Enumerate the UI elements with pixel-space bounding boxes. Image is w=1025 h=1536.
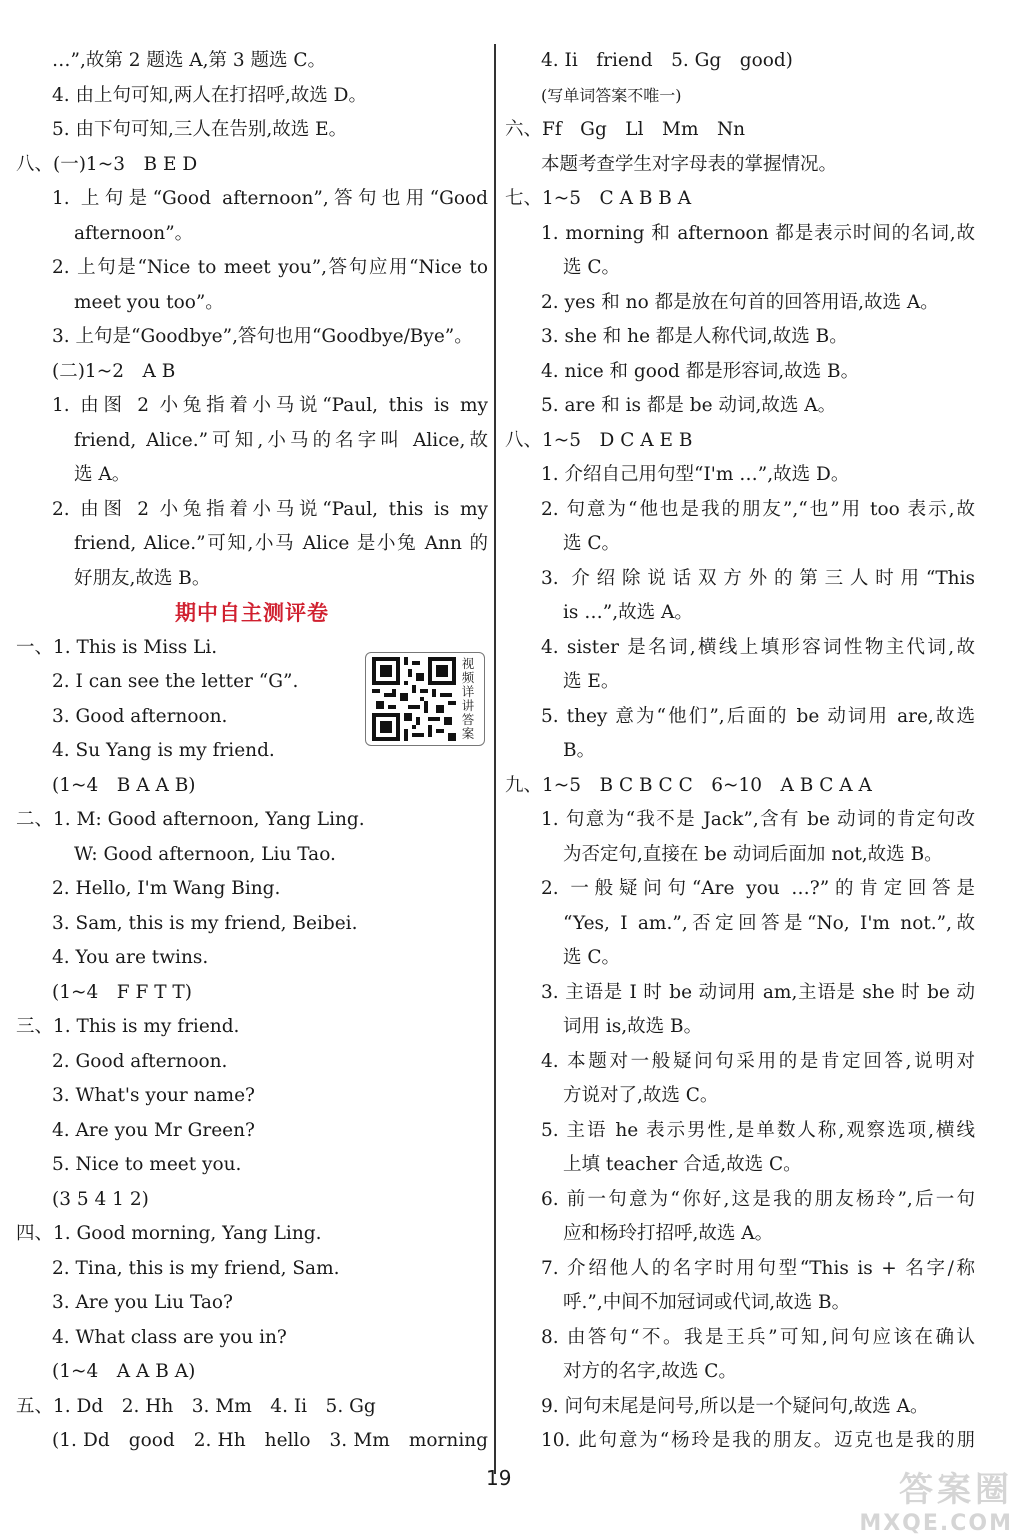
qr-caption: 视频详讲答案 — [461, 656, 475, 741]
text-line: 选 C。 — [563, 533, 621, 554]
text-line: 4. sister 是名词,横线上填形容词性物主代词,故 — [541, 636, 975, 658]
text-line: 3. Sam, this is my friend, Beibei. — [52, 912, 358, 934]
text-line: 2. yes 和 no 都是放在句首的回答用语,故选 A。 — [541, 291, 939, 313]
section-title: 期中自主测评卷 — [175, 601, 329, 625]
text-line: friend, Alice.”可知,小马的名字叫 Alice,故 — [74, 429, 488, 451]
text-line: 1. 句意为“我不是 Jack”,含有 be 动词的肯定句改 — [541, 809, 975, 830]
text-line: 10. 此句意为“杨玲是我的朋友。迈克也是我的朋 — [541, 1430, 975, 1451]
text-line: 2. Good afternoon. — [52, 1050, 228, 1072]
text-line: 1. 介绍自己用句型“I'm …”,故选 D。 — [541, 464, 850, 485]
text-line: 方说对了,故选 C。 — [563, 1085, 719, 1106]
text-line: is …”,故选 A。 — [563, 602, 693, 623]
text-line: (1~4 B A A B) — [52, 774, 196, 796]
text-line: 2. 一般疑问句“Are you …?”的肯定回答是 — [541, 878, 975, 899]
text-line: friend, Alice.”可知,小马 Alice 是小兔 Ann 的 — [74, 533, 488, 554]
right-column — [505, 44, 975, 1459]
text-line: 4. Su Yang is my friend. — [52, 740, 275, 761]
left-column — [16, 44, 488, 1459]
qr-code-box[interactable] — [365, 652, 485, 746]
text-line: 3. What's your name? — [52, 1085, 255, 1106]
watermark-url: MXQE.COM — [859, 1511, 1013, 1536]
text-line: …”,故第 2 题选 A,第 3 题选 C。 — [52, 50, 327, 71]
text-line: 3. she 和 he 都是人称代词,故选 B。 — [541, 326, 848, 347]
text-line: (1~4 A A B A) — [52, 1361, 196, 1382]
text-line: W: Good afternoon, Liu Tao. — [74, 843, 336, 865]
text-line: 呼.”,中间不加冠词或代词,故选 B。 — [563, 1292, 851, 1313]
text-line: 4. nice 和 good 都是形容词,故选 B。 — [541, 360, 860, 382]
text-line: 选 C。 — [563, 257, 621, 278]
text-line: (1~4 F F T T) — [52, 981, 192, 1003]
text-line: 5. are 和 is 都是 be 动词,故选 A。 — [541, 395, 837, 416]
text-line: 5. Nice to meet you. — [52, 1154, 242, 1175]
text-line: 对方的名字,故选 C。 — [563, 1361, 737, 1382]
text-line: 四、1. Good morning, Yang Ling. — [16, 1223, 322, 1244]
text-line: 选 A。 — [74, 464, 131, 485]
text-line: 4. You are twins. — [52, 947, 209, 968]
column-divider — [494, 44, 496, 1474]
page-number: 19 — [486, 1466, 512, 1490]
text-line: 3. 上句是“Goodbye”,答句也用“Goodbye/Bye”。 — [52, 326, 473, 347]
text-line: 1. 上句是“Good afternoon”,答句也用“Good — [52, 188, 488, 209]
text-line: 1. morning 和 afternoon 都是表示时间的名词,故 — [541, 222, 975, 244]
text-line: (二)1~2 A B — [52, 360, 176, 382]
text-line: meet you too”。 — [74, 291, 224, 313]
text-line: 3. 介绍除说话双方外的第三人时用“This — [541, 567, 975, 589]
text-line: 为否定句,直接在 be 动词后面加 not,故选 B。 — [563, 843, 943, 865]
text-line: 5. 由下句可知,三人在告别,故选 E。 — [52, 119, 348, 140]
text-line: 2. I can see the letter “G”. — [52, 671, 299, 692]
text-line: 4. 由上句可知,两人在打招呼,故选 D。 — [52, 84, 368, 106]
text-line: 六、Ff Gg Ll Mm Nn — [505, 119, 746, 140]
text-line: 选 E。 — [563, 671, 620, 692]
text-line: 应和杨玲打招呼,故选 A。 — [563, 1223, 774, 1244]
watermark-logo: 答案圈 — [899, 1470, 1013, 1510]
text-line: 一、1. This is Miss Li. — [16, 636, 218, 658]
text-line: afternoon”。 — [74, 222, 194, 244]
text-line: 八、1~5 D C A E B — [505, 429, 693, 451]
text-line: 3. Good afternoon. — [52, 705, 228, 727]
text-line: 9. 问句末尾是问号,所以是一个疑问句,故选 A。 — [541, 1395, 929, 1417]
text-line: 7. 介绍他人的名字时用句型“This is + 名字/称 — [541, 1257, 975, 1279]
qr-code-icon — [372, 657, 456, 741]
text-line: 本题考查学生对字母表的掌握情况。 — [541, 153, 838, 175]
text-line: “Yes, I am.”,否定回答是“No, I'm not.”,故 — [563, 912, 975, 934]
text-line: (1. Dd good 2. Hh hello 3. Mm morning — [52, 1430, 488, 1451]
text-line: 二、1. M: Good afternoon, Yang Ling. — [16, 809, 365, 830]
text-line: 2. Hello, I'm Wang Bing. — [52, 878, 281, 899]
text-line: 4. Are you Mr Green? — [52, 1119, 255, 1141]
text-line: 八、(一)1~3 B E D — [16, 153, 198, 175]
text-line: 好朋友,故选 B。 — [74, 567, 211, 589]
text-line: 上填 teacher 合适,故选 C。 — [563, 1154, 802, 1175]
text-line: 3. Are you Liu Tao? — [52, 1292, 233, 1313]
text-line: 2. 句意为“他也是我的朋友”,“也”用 too 表示,故 — [541, 498, 975, 520]
text-line: 词用 is,故选 B。 — [563, 1016, 703, 1037]
text-line: (3 5 4 1 2) — [52, 1188, 149, 1210]
text-line: 2. 上句是“Nice to meet you”,答句应用“Nice to — [52, 257, 488, 278]
text-line: 4. 本题对一般疑问句采用的是肯定回答,说明对 — [541, 1050, 975, 1072]
text-line: 五、1. Dd 2. Hh 3. Mm 4. Ii 5. Gg — [16, 1395, 376, 1417]
text-line: B。 — [563, 740, 596, 761]
text-line: 1. 由图 2 小兔指着小马说“Paul, this is my — [52, 395, 488, 416]
text-line: 5. 主语 he 表示男性,是单数人称,观察选项,横线 — [541, 1119, 975, 1141]
text-line: 九、1~5 B C B C C 6~10 A B C A A — [505, 774, 872, 796]
text-line: 4. Ii friend 5. Gg good) — [541, 50, 793, 71]
watermark — [813, 1462, 1013, 1536]
text-line: 选 C。 — [563, 947, 621, 968]
text-line: (写单词答案不唯一) — [541, 85, 682, 105]
text-line: 七、1~5 C A B B A — [505, 188, 692, 209]
text-line: 6. 前一句意为“你好,这是我的朋友杨玲”,后一句 — [541, 1188, 975, 1210]
text-line: 2. 由图 2 小兔指着小马说“Paul, this is my — [52, 498, 488, 520]
text-line: 三、1. This is my friend. — [16, 1016, 240, 1037]
text-line: 3. 主语是 I 时 be 动词用 am,主语是 she 时 be 动 — [541, 981, 975, 1003]
text-line: 2. Tina, this is my friend, Sam. — [52, 1257, 340, 1279]
text-line: 4. What class are you in? — [52, 1326, 287, 1348]
text-line: 5. they 意为“他们”,后面的 be 动词用 are,故选 — [541, 705, 975, 727]
text-line: 8. 由答句“不。我是王兵”可知,问句应该在确认 — [541, 1326, 975, 1348]
